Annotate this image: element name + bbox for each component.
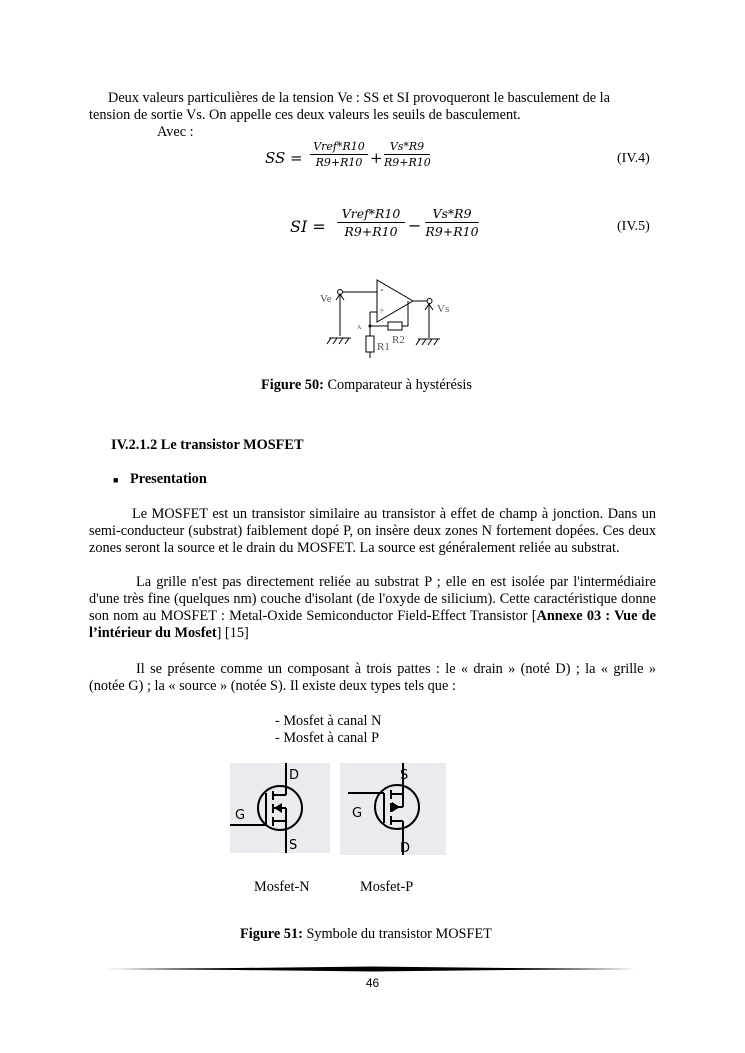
para3-end: ] [15] — [216, 625, 249, 641]
mosfet-p-label: Mosfet-P — [360, 879, 414, 895]
mosfet-n-symbol — [230, 763, 330, 853]
r1-label: R1 — [377, 341, 390, 353]
eq-ss-fraction-1 — [310, 140, 368, 169]
mosfet-n-label: Mosfet-N — [254, 879, 310, 895]
eq-si-f2-num: Vs*R9 — [432, 206, 472, 221]
figure-51-caption-bold: Figure 51: — [240, 926, 303, 942]
mosfet-n-gate-label: G — [235, 808, 246, 823]
opamp-minus-label: - — [380, 284, 384, 296]
eq-ss-f1-num: Vref*R10 — [313, 140, 365, 153]
mosfet-p-gate-label: G — [352, 806, 363, 821]
type-item-n: - Mosfet à canal N — [275, 713, 382, 729]
node-a-label: A — [357, 325, 362, 331]
eq-ss-f2-den: R9+R10 — [384, 156, 431, 169]
bullet-presentation — [113, 471, 207, 489]
bullet-presentation-title: Presentation — [130, 471, 207, 487]
mosfet-n-source-label: S — [289, 838, 298, 853]
para3-bold: Annexe 03 : Vue de l’intérieur du Mosfet — [89, 608, 656, 641]
mosfet-p-source-label: S — [400, 768, 409, 783]
para3-text: La grille n'est pas directement reliée au substrat P ; elle en est isolée par l'intermédiaire d'une très fine (quelques nm) couche d'isolant (de l'oxyde de silicium). Cette caractéristique donne son nom au MOSFET : Metal-Oxide Semiconductor Field-Effect Transistor [ — [89, 574, 656, 624]
type-item-p: - Mosfet à canal P — [275, 730, 380, 746]
mosfet-p-drain-label: D — [400, 841, 411, 855]
eq-si-lhs: SI = — [290, 217, 326, 236]
eq-si-fraction-1 — [337, 206, 405, 239]
figure-51-caption-text: Symbole du transistor MOSFET — [302, 926, 492, 942]
eq-ss-lhs: SS = — [265, 149, 303, 167]
opamp-plus-label: + — [379, 306, 385, 317]
ve-label: Ve — [320, 293, 332, 305]
para2: Le MOSFET est un transistor similaire au transistor à effet de champ à jonction. Dans un semi-conducteur (substrat) faiblement dopé P, on insère deux zones N fortement dopées. Ces deux zones seront la source et le drain du MOSFET. La source est généralement reliée au substrat. — [89, 506, 656, 556]
eq-si-fraction-2 — [425, 206, 479, 239]
eq-ss-op: + — [370, 149, 383, 167]
para1-line1: Deux valeurs particulières de la tension Ve : SS et SI provoqueront le basculement de la — [108, 90, 610, 106]
para1-line2: tension de sortie Vs. On appelle ces deux valeurs les seuils de basculement. — [89, 107, 521, 123]
figure-50-caption-bold: Figure 50: — [261, 377, 324, 393]
eq-ss-f2-num: Vs*R9 — [389, 140, 425, 153]
square-bullet-icon: ■ — [113, 475, 119, 485]
r2-label: R2 — [392, 334, 405, 346]
eq-ss-f1-den: R9+R10 — [315, 156, 363, 169]
eq-si-f1-num: Vref*R10 — [341, 206, 401, 221]
vs-label: Vs — [437, 303, 450, 315]
eq-ss-number: (IV.4) — [617, 151, 650, 166]
footer-rule — [103, 966, 642, 972]
figure-50-caption-text: Comparateur à hystérésis — [323, 377, 472, 393]
hysteresis-comparator-diagram — [315, 276, 455, 366]
eq-si-op: − — [408, 216, 422, 235]
mosfet-n-drain-label: D — [289, 768, 300, 783]
eq-si-f1-den: R9+R10 — [344, 224, 398, 239]
para4: Il se présente comme un composant à trois pattes : le « drain » (noté D) ; la « grille » (notée G) ; la « source » (notée S). Il existe deux types tels que : — [89, 661, 656, 694]
mosfet-p-symbol — [340, 763, 446, 855]
para1-avec: Avec : — [157, 124, 194, 140]
section-heading: IV.2.1.2 Le transistor MOSFET — [111, 437, 304, 453]
figure-51-caption — [240, 926, 492, 943]
page-number: 46 — [365, 976, 380, 990]
figure-50-caption — [261, 377, 472, 394]
eq-si-f2-den: R9+R10 — [425, 224, 479, 239]
eq-si-number: (IV.5) — [617, 219, 650, 234]
eq-ss-fraction-2 — [384, 140, 430, 169]
para3 — [89, 574, 656, 642]
